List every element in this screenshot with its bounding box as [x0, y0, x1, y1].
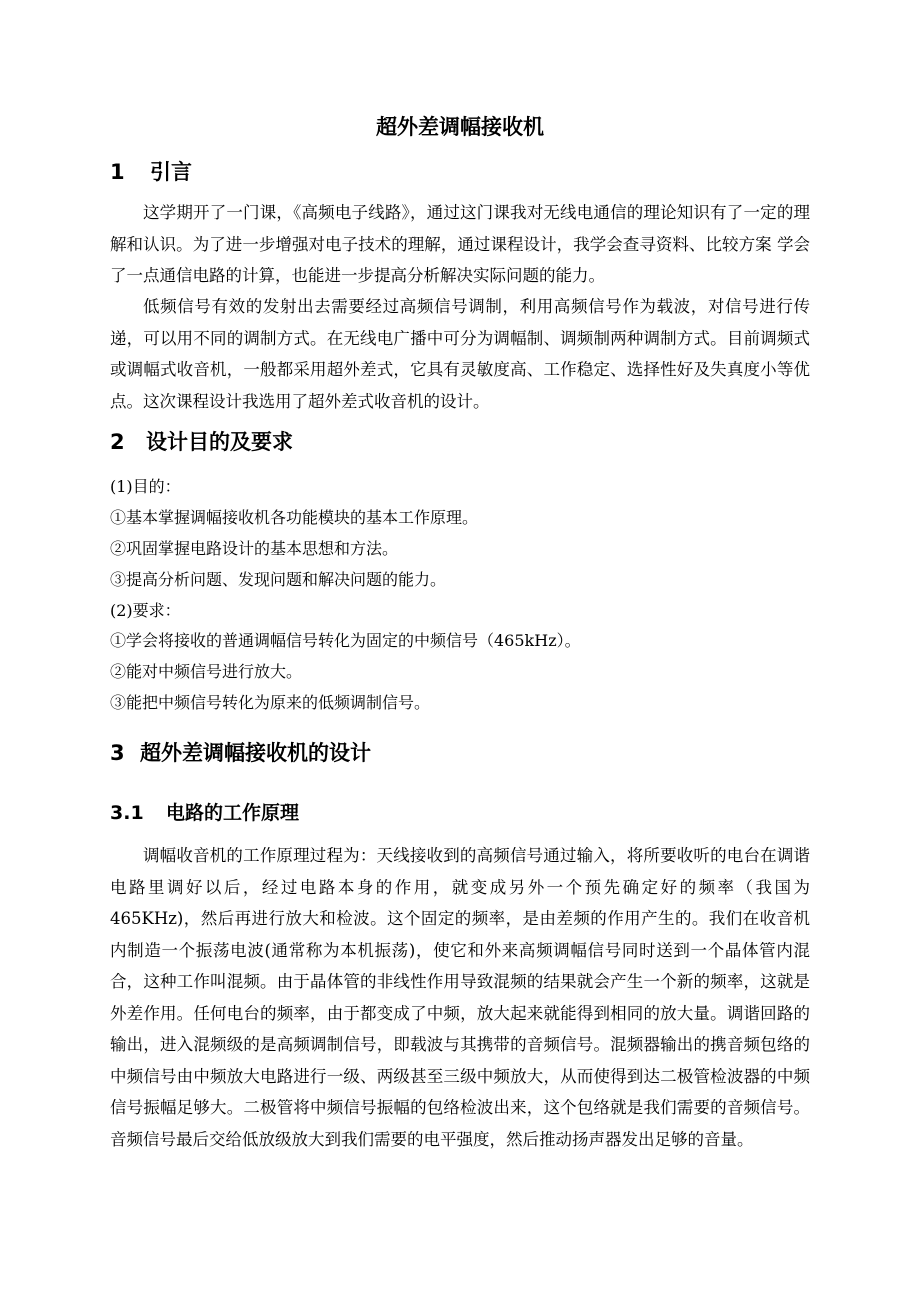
section-2-heading	[110, 426, 293, 458]
section-1-number: 1	[110, 160, 125, 184]
principle-paragraph: 调幅收音机的工作原理过程为：天线接收到的高频信号通过输入，将所要收听的电台在调谐电路里调好以后，经过电路本身的作用，就变成另外一个预先确定好的频率（我国为465KHz)，然后再进行放大和检波。这个固定的频率，是由差频的作用产生的。我们在收音机内制造一个振荡电波(通常称为本机振荡)，使它和外来高频调幅信号同时送到一个晶体管内混合，这种工作叫混频。由于晶体管的非线性作用导致混频的结果就会产生一个新的频率，这就是外差作用。任何电台的频率，由于都变成了中频，放大起来就能得到相同的放大量。调谐回路的输出，进入混频级的是高频调制信号，即载波与其携带的音频信号。混频器输出的携音频包络的中频信号由中频放大电路进行一级、两级甚至三级中频放大，从而使得到达二极管检波器的中频信号振幅足够大。二极管将中频信号振幅的包络检波出来，这个包络就是我们需要的音频信号。音频信号最后交给低放级放大到我们需要的电平强度，然后推动扬声器发出足够的音量。	[110, 846, 810, 1149]
section-1-title: 引言	[150, 160, 192, 184]
objective-item-2: ②巩固掌握电路设计的基本思想和方法。	[110, 539, 399, 558]
objectives-label: (1)目的：	[110, 477, 181, 496]
section-3-number: 3	[110, 741, 125, 765]
intro-paragraph-1: 这学期开了一门课，《高频电子线路》，通过这门课我对无线电通信的理论知识有了一定的理解和认识。为了进一步增强对电子技术的理解，通过课程设计，我学会查寻资料、比较方案 学会了一点通信电路的计算，也能进一步提高分析解决实际问题的能力。	[110, 203, 810, 285]
document-title: 超外差调幅接收机	[376, 115, 544, 139]
section-3-1-number: 3.1	[110, 802, 144, 824]
objective-item-1: ①基本掌握调幅接收机各功能模块的基本工作原理。	[110, 508, 479, 527]
section-2-number: 2	[110, 430, 125, 454]
section-3-title: 超外差调幅接收机的设计	[140, 741, 371, 765]
section-3-heading	[110, 737, 371, 769]
section-2-title: 设计目的及要求	[146, 430, 293, 454]
objective-item-3: ③提高分析问题、发现问题和解决问题的能力。	[110, 570, 447, 589]
requirements-label: (2)要求：	[110, 601, 181, 620]
requirement-item-2: ②能对中频信号进行放大。	[110, 662, 303, 681]
requirement-item-1: ①学会将接收的普通调幅信号转化为固定的中频信号（465kHz）。	[110, 631, 581, 650]
requirement-item-3: ③能把中频信号转化为原来的低频调制信号。	[110, 693, 431, 712]
section-3-1-title: 电路的工作原理	[166, 802, 300, 824]
intro-paragraph-2: 低频信号有效的发射出去需要经过高频信号调制，利用高频信号作为载波，对信号进行传递，可以用不同的调制方式。在无线电广播中可分为调幅制、调频制两种调制方式。目前调频式或调幅式收音机，一般都采用超外差式，它具有灵敏度高、工作稳定、选择性好及失真度小等优点。这次课程设计我选用了超外差式收音机的设计。	[110, 297, 810, 411]
section-1-heading	[110, 156, 192, 188]
section-3-1-heading	[110, 798, 299, 828]
